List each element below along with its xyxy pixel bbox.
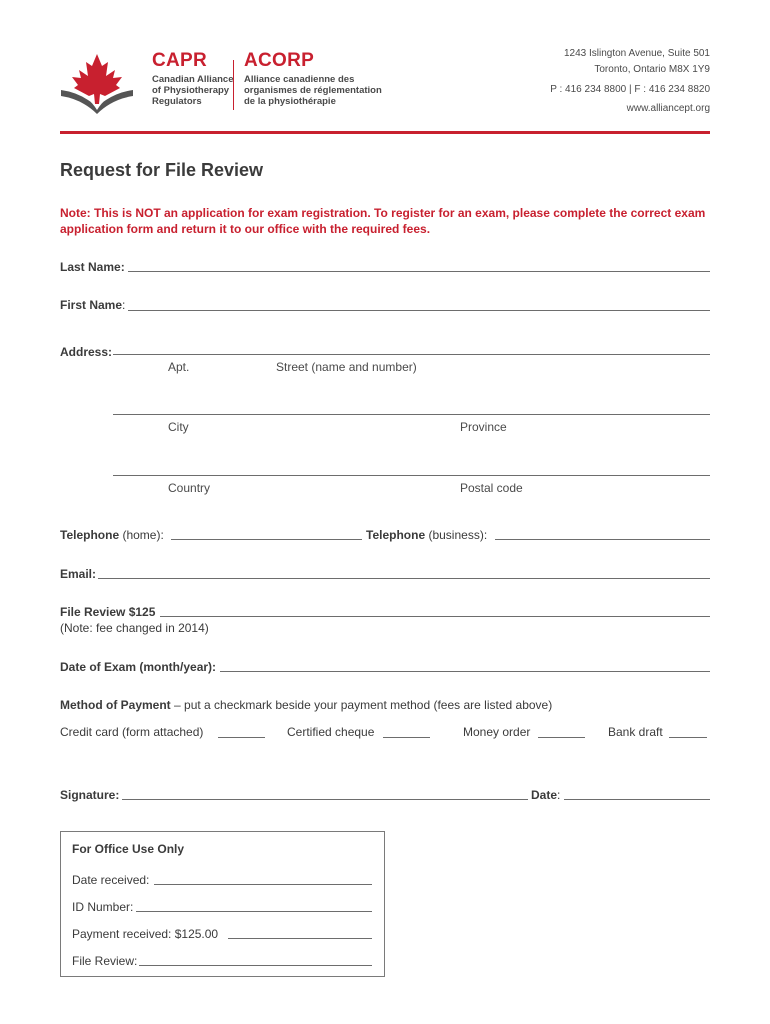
file-review-field[interactable] [160, 616, 710, 617]
capr-acronym: CAPR [152, 50, 208, 71]
date-label: Date: [531, 788, 561, 802]
file-review-label: File Review $125 [60, 605, 156, 619]
postal-code-label: Postal code [460, 481, 523, 495]
registration-note: Note: This is NOT an application for exam registration. To register for an exam, please complete the correct exam application form and return it to our office with the required fees. [60, 206, 706, 236]
date-received-field[interactable] [154, 884, 372, 885]
money-order-checkmark-field[interactable] [538, 737, 585, 738]
office-use-title: For Office Use Only [72, 842, 185, 856]
telephone-home-label: Telephone (home): [60, 528, 164, 542]
money-order-label: Money order [463, 725, 531, 739]
date-received-label: Date received: [72, 873, 150, 887]
date-field[interactable] [564, 799, 710, 800]
office-file-review-field[interactable] [139, 965, 372, 966]
last-name-label: Last Name: [60, 260, 125, 274]
website: www.alliancept.org [626, 103, 710, 114]
brand-divider [233, 60, 234, 110]
payment-method-label: Method of Payment – put a checkmark beside your payment method (fees are listed above) [60, 698, 553, 712]
maple-leaf-book-icon [58, 52, 136, 114]
certified-cheque-checkmark-field[interactable] [383, 737, 430, 738]
capr-full-name: Canadian Alliance of Physiotherapy Regulators [152, 74, 234, 107]
exam-date-field[interactable] [220, 671, 710, 672]
organization-logo [58, 52, 388, 114]
telephone-business-field[interactable] [495, 539, 710, 540]
email-field[interactable] [98, 578, 710, 579]
certified-cheque-label: Certified cheque [287, 725, 375, 739]
city-province-field[interactable] [113, 414, 710, 415]
street-label: Street (name and number) [276, 360, 417, 374]
bank-draft-checkmark-field[interactable] [669, 737, 707, 738]
address-line-1: 1243 Islington Avenue, Suite 501 [563, 48, 710, 59]
acorp-acronym: ACORP [244, 50, 315, 71]
address-label: Address: [60, 345, 113, 359]
province-label: Province [460, 420, 507, 434]
acorp-full-name: Alliance canadienne des organismes de réglementation de la physiothérapie [244, 74, 382, 107]
first-name-label: First Name: [60, 298, 126, 312]
country-label: Country [168, 481, 211, 495]
address-line-field[interactable] [113, 354, 710, 355]
page-title: Request for File Review [60, 160, 264, 180]
first-name-field[interactable] [128, 310, 710, 311]
header-rule [60, 131, 710, 134]
address-line-2: Toronto, Ontario M8X 1Y9 [594, 64, 710, 75]
phone-fax: P : 416 234 8800 | F : 416 234 8820 [550, 84, 710, 95]
payment-received-field[interactable] [228, 938, 372, 939]
credit-card-checkmark-field[interactable] [218, 737, 265, 738]
fee-note: (Note: fee changed in 2014) [60, 621, 209, 635]
email-label: Email: [60, 567, 97, 581]
payment-received-label: Payment received: $125.00 [72, 927, 219, 941]
office-file-review-label: File Review: [72, 954, 138, 968]
telephone-business-label: Telephone (business): [366, 528, 488, 542]
exam-date-label: Date of Exam (month/year): [60, 660, 217, 674]
credit-card-label: Credit card (form attached) [60, 725, 204, 739]
telephone-home-field[interactable] [171, 539, 362, 540]
country-postal-field[interactable] [113, 475, 710, 476]
last-name-field[interactable] [128, 271, 710, 272]
signature-label: Signature: [60, 788, 120, 802]
apt-label: Apt. [168, 360, 190, 374]
signature-field[interactable] [122, 799, 528, 800]
id-number-field[interactable] [136, 911, 372, 912]
city-label: City [168, 420, 189, 434]
bank-draft-label: Bank draft [608, 725, 663, 739]
id-number-label: ID Number: [72, 900, 134, 914]
